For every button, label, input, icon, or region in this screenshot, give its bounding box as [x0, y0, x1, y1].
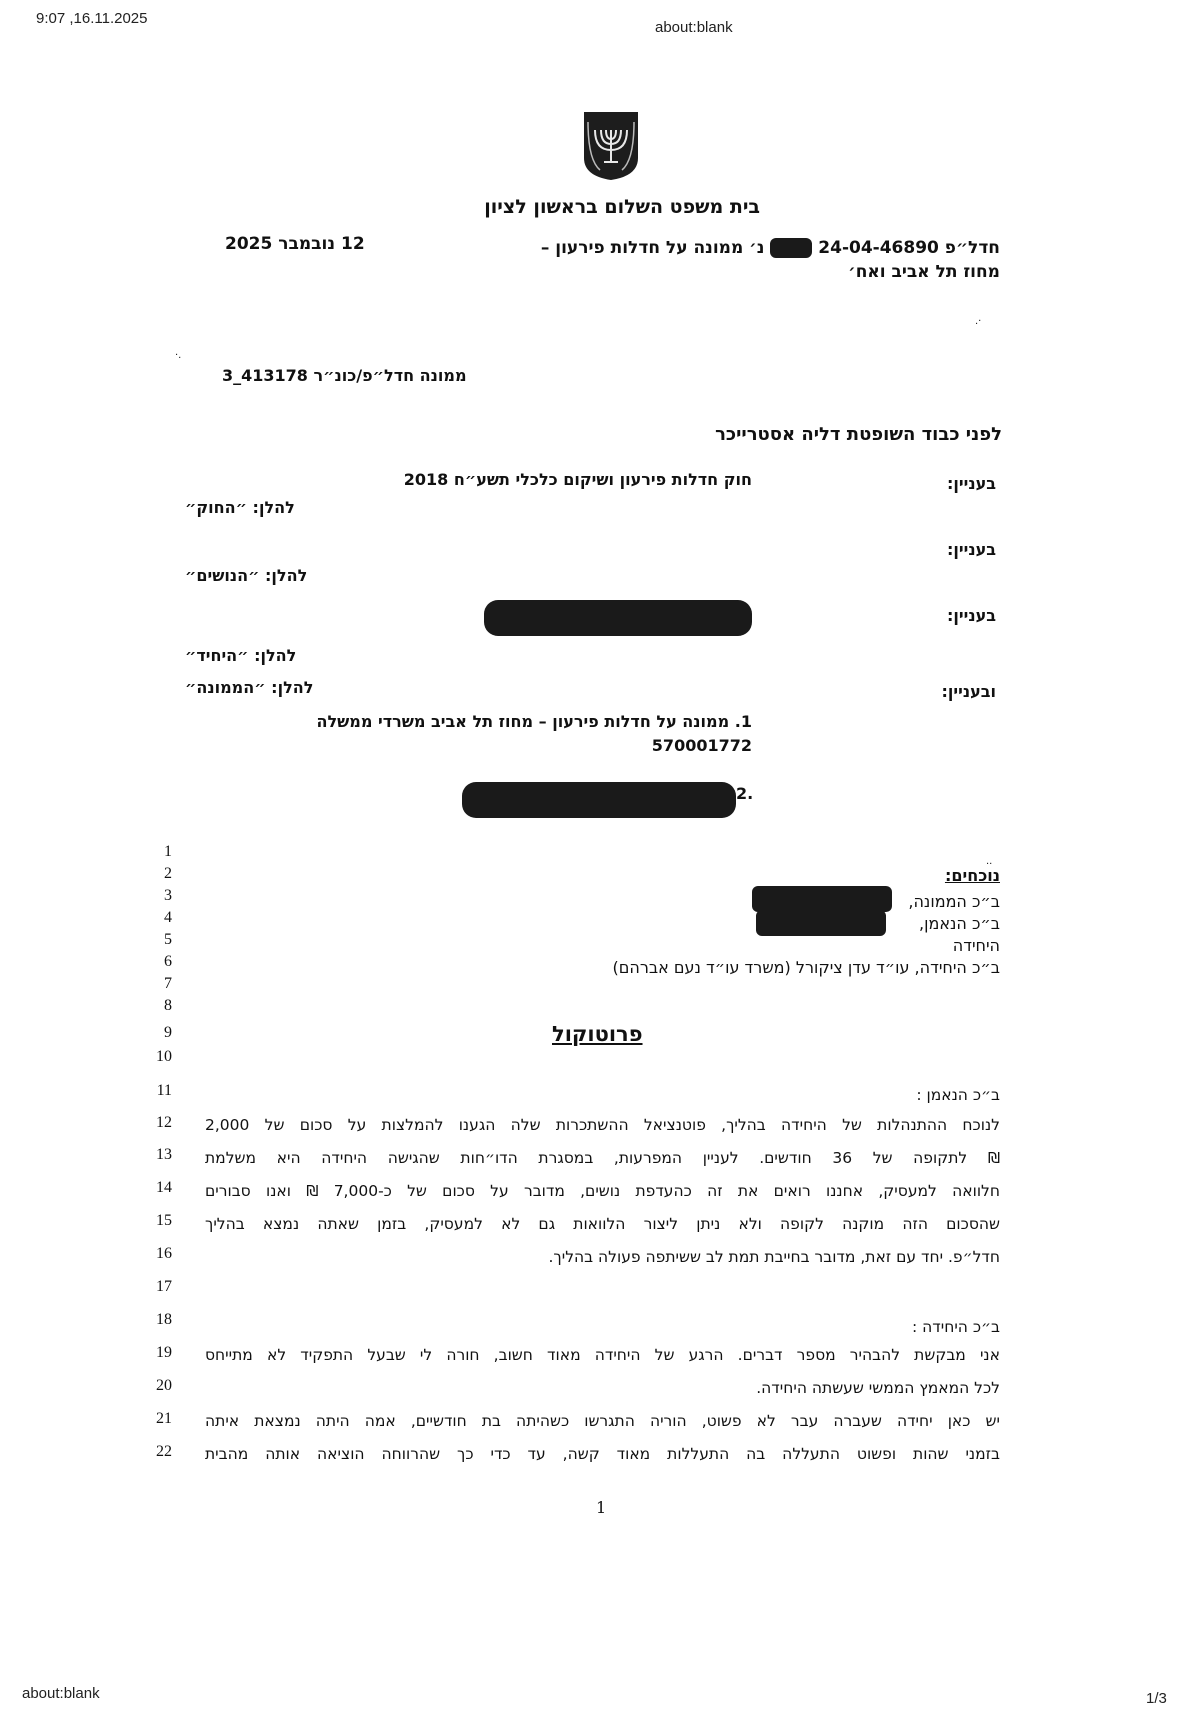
court-name: בית משפט השלום בראשון לציון — [484, 196, 760, 218]
transcript-line: ₪ לתקופה של 36 חודשים. לעניין המפרעות, במסגרת הדו״חות שהגישה היחידה היא משלמת — [205, 1149, 1000, 1167]
line-number: 8 — [164, 997, 172, 1014]
present-line-4: ב״כ היחידה, עו״ד עדן ציקורל (משרד עו״ד נעם אברהם) — [612, 958, 1000, 977]
transcript-line: חדל״פ. יחד עם זאת, מדובר בחייבת תמת לב ששיתפה פעולה בהליך. — [548, 1248, 1000, 1266]
hearing-date: 12 נובמבר 2025 — [225, 234, 365, 254]
transcript-line: לנוכח ההתנהלות של היחידה בהליך, פוטנציאל ההשתכרות שלה הגענו להמלצות על סכום של 2,000 — [205, 1116, 1000, 1134]
respondent-1 — [316, 712, 752, 731]
matter-label-4: ובעניין: — [941, 682, 996, 701]
page-number: 1 — [596, 1498, 607, 1517]
respondent-1-id: 570001772 — [651, 736, 752, 755]
print-url: about:blank — [655, 19, 733, 36]
line-number: 17 — [156, 1278, 172, 1295]
menorah-emblem-icon — [580, 110, 642, 182]
transcript-line: בזמני שהות ופשוט התעללה בה התעללות מאוד קשה, עד כדי כך שהרווחה הוציאה אותה מהבית — [205, 1445, 1000, 1463]
line-number: 10 — [156, 1048, 172, 1065]
speck-mark-2: ·. — [175, 350, 182, 361]
case-parties-line2: מחוז תל אביב ואח׳ — [848, 262, 1000, 282]
line-number: 4 — [164, 909, 172, 926]
redacted-block — [752, 886, 892, 912]
line-number: 3 — [164, 887, 172, 904]
line-number: 22 — [156, 1443, 172, 1460]
matter-text-1: חוק חדלות פירעון ושיקום כלכלי תשע״ח 2018 — [403, 470, 752, 489]
line-number: 14 — [156, 1179, 172, 1196]
transcript-line: חלוואה למעסיק, אחננו רואים את זה כהעדפת נושים, מדובר על סכום של כ-7,000 ₪ ואנו סבורים — [205, 1182, 1000, 1200]
line-number: 2 — [164, 865, 172, 882]
line-number: 19 — [156, 1344, 172, 1361]
protocol-title: פרוטוקול — [552, 1022, 643, 1046]
line-number: 16 — [156, 1245, 172, 1262]
matter-alias-2: להלן: ״הנושים״ — [185, 566, 308, 585]
matter-alias-3: להלן: ״היחיד״ — [185, 646, 297, 665]
line-number: 21 — [156, 1410, 172, 1427]
speck-mark-3: .. — [986, 856, 993, 867]
case-parties-tail: נ׳ ממונה על חדלות פירעון – — [540, 238, 765, 258]
judge-line: לפני כבוד השופטת דליה אסטרייכר — [715, 424, 1002, 445]
present-heading: נוכחים: — [944, 866, 1000, 885]
line-number: 15 — [156, 1212, 172, 1229]
transcript-line: לכל המאמץ הממשי שעשתה היחידה. — [756, 1379, 1000, 1397]
line-number: 18 — [156, 1311, 172, 1328]
transcript-line: שהסכום הזה מוקנה לקופה ולא ניתן ליצור הלוואות גם לא למעסיק, בזמן שאתה נמצא בהליך — [205, 1215, 1000, 1233]
footer-url: about:blank — [22, 1685, 100, 1702]
line-number: 13 — [156, 1146, 172, 1163]
line-number: 6 — [164, 953, 172, 970]
present-line-1: ב״כ הממונה, — [908, 892, 1000, 911]
matter-label-3: בעניין: — [947, 606, 996, 625]
matter-label-1: בעניין: — [947, 474, 996, 493]
line-number: 9 — [164, 1024, 172, 1041]
print-datetime: 9:07 ,16.11.2025 — [36, 10, 148, 27]
case-number: חדל״פ 24-04-46890 — [818, 238, 1000, 258]
redacted-block — [484, 600, 752, 636]
line-number: 1 — [164, 843, 172, 860]
line-number: 11 — [156, 1082, 172, 1099]
redacted-block — [756, 910, 886, 936]
line-number: 7 — [164, 975, 172, 992]
trustee-ref: ממונה חדל״פ/כונ״ר 413178_3 — [222, 366, 467, 385]
case-parties-line1 — [541, 238, 1000, 258]
speaker-trustee: ב״כ הנאמן : — [916, 1086, 1000, 1104]
transcript-line: אני מבקשת להבהיר מספר דברים. הרגע של היחידה מאוד חשוב, חורה לי שבעל התפקיד לא מתייחס — [205, 1346, 1000, 1364]
matter-alias-4: להלן: ״הממונה״ — [185, 678, 314, 697]
matter-label-2: בעניין: — [947, 540, 996, 559]
respondent-1-name: ממונה על חדלות פירעון – מחוז תל אביב משרדי ממשלה — [316, 712, 730, 731]
redacted-block — [770, 238, 812, 258]
transcript-line: יש כאן יחידה שעברה עבר לא פשוט, הוריה התגרשו כשהיתה בת חודשיים, אמה היתה נמצאת איתה — [205, 1412, 1000, 1430]
respondent-1-num: 1. — [734, 712, 752, 731]
redacted-block — [462, 782, 736, 818]
speck-mark: .· — [975, 316, 982, 327]
present-line-2: ב״כ הנאמן, — [919, 914, 1000, 933]
footer-page-of: 1/3 — [1146, 1690, 1167, 1707]
line-number: 5 — [164, 931, 172, 948]
respondent-2-num: 2. — [736, 784, 754, 803]
line-number: 12 — [156, 1114, 172, 1131]
speaker-individual: ב״כ היחידה : — [912, 1318, 1000, 1336]
line-number: 20 — [156, 1377, 172, 1394]
present-line-3: היחידה — [952, 936, 1000, 955]
matter-alias-1: להלן: ״החוק״ — [185, 498, 295, 517]
